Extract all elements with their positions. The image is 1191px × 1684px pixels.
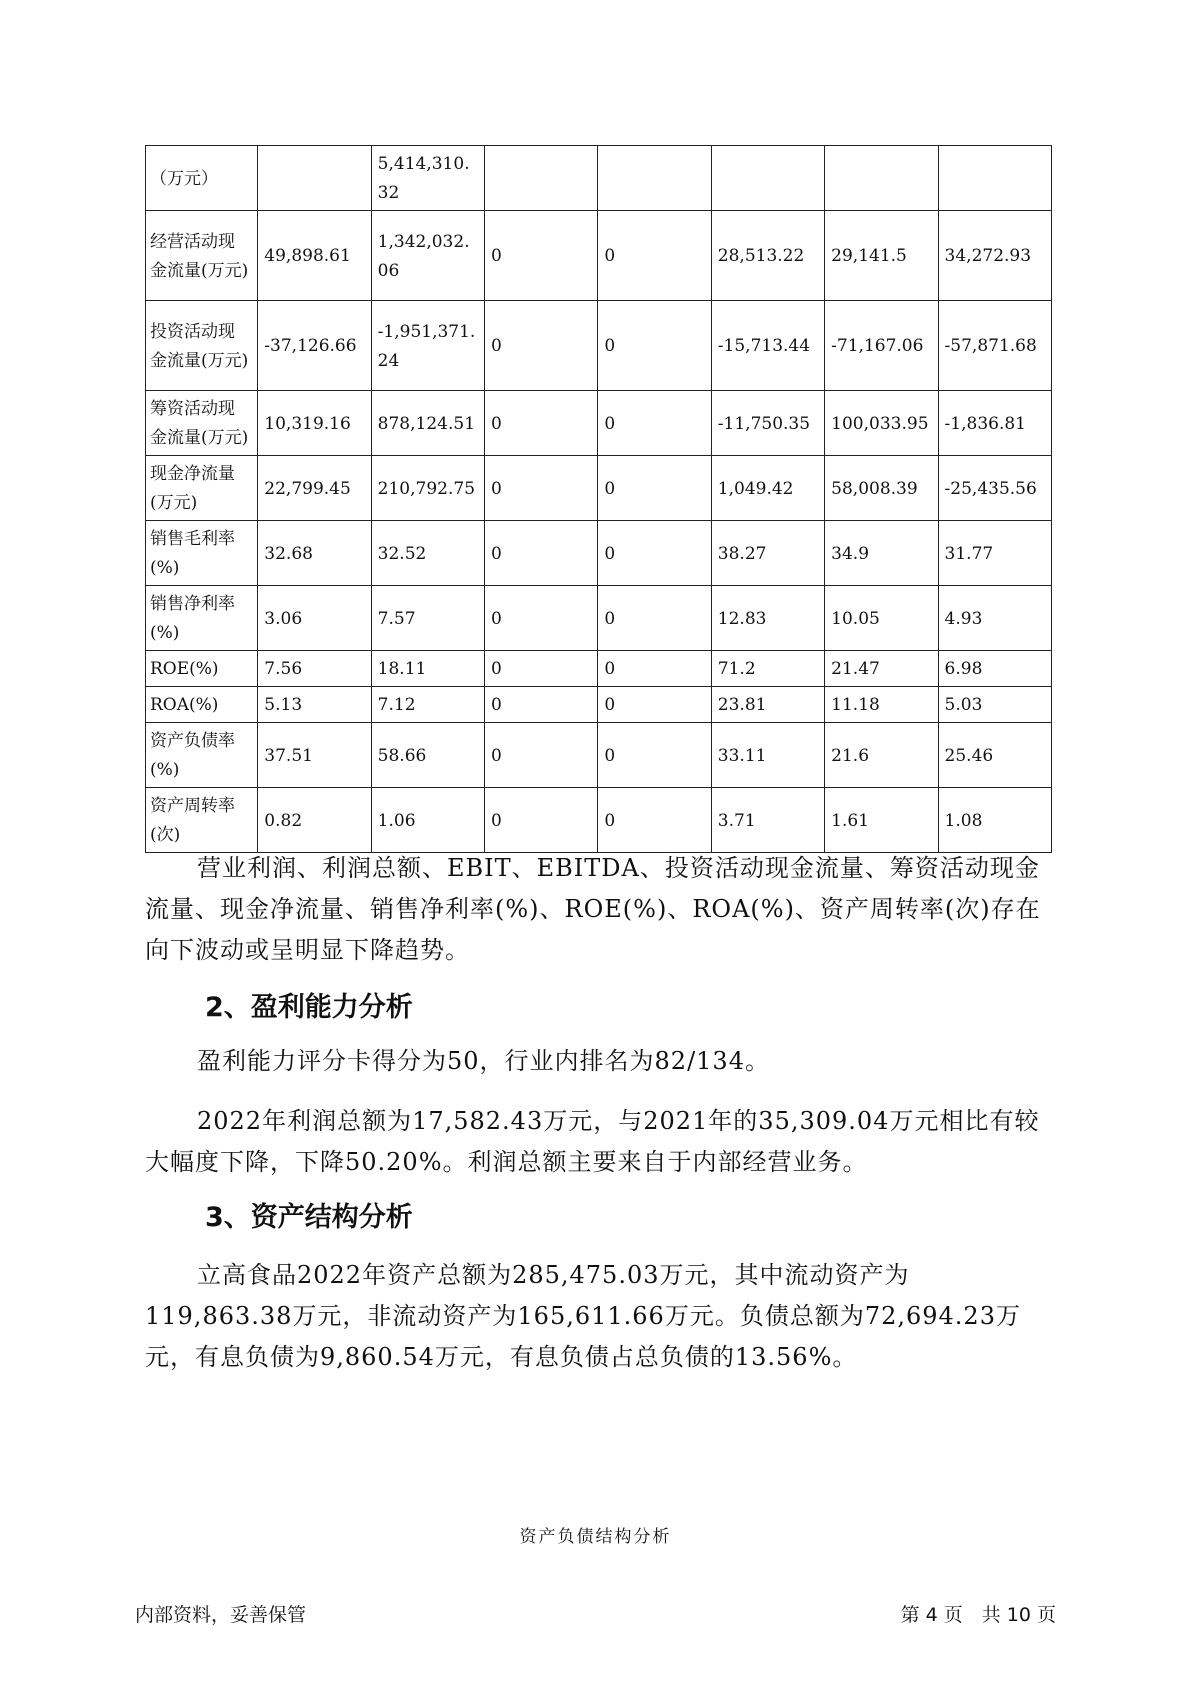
table-cell xyxy=(825,146,938,211)
table-row xyxy=(146,687,1052,723)
row-label: ROE(%) xyxy=(146,651,258,687)
table-cell: 1.08 xyxy=(938,788,1051,853)
financial-indicators-table xyxy=(145,145,1052,853)
table-cell: 0 xyxy=(598,391,711,456)
table-cell: 34,272.93 xyxy=(938,211,1051,301)
table-cell xyxy=(938,146,1051,211)
row-label: 资产周转率(次) xyxy=(146,788,258,853)
table-cell: 49,898.61 xyxy=(258,211,371,301)
table-cell: 0 xyxy=(598,456,711,521)
table-cell: 1,049.42 xyxy=(711,456,824,521)
footer-confidential: 内部资料，妥善保管 xyxy=(135,1604,307,1626)
table-cell: 23.81 xyxy=(711,687,824,723)
table-cell: 58.66 xyxy=(371,723,484,788)
table-cell: 33.11 xyxy=(711,723,824,788)
table-cell xyxy=(711,146,824,211)
footer-page-number: 第 4 页 共 10 页 xyxy=(900,1604,1056,1626)
table-cell: 29,141.5 xyxy=(825,211,938,301)
table-cell: -1,951,371.24 xyxy=(371,301,484,391)
row-label: （万元） xyxy=(146,146,258,211)
table-row xyxy=(146,586,1052,651)
table-cell: 5.03 xyxy=(938,687,1051,723)
table-cell: 878,124.51 xyxy=(371,391,484,456)
table-cell: 21.47 xyxy=(825,651,938,687)
table-cell: 0 xyxy=(485,586,598,651)
table-cell: 12.83 xyxy=(711,586,824,651)
row-label: 筹资活动现金流量(万元) xyxy=(146,391,258,456)
table-cell: 3.06 xyxy=(258,586,371,651)
table-cell: -1,836.81 xyxy=(938,391,1051,456)
table-cell: 0 xyxy=(598,687,711,723)
table-row xyxy=(146,788,1052,853)
table-cell: 0 xyxy=(485,211,598,301)
table-cell: 32.68 xyxy=(258,521,371,586)
table-cell: 37.51 xyxy=(258,723,371,788)
table-cell xyxy=(485,146,598,211)
table-cell: 0 xyxy=(485,687,598,723)
table-cell: 11.18 xyxy=(825,687,938,723)
table-cell: 0 xyxy=(485,651,598,687)
profitability-score-paragraph: 盈利能力评分卡得分为50，行业内排名为82/134。 xyxy=(197,1047,770,1075)
table-cell: -11,750.35 xyxy=(711,391,824,456)
table-cell: 0.82 xyxy=(258,788,371,853)
row-label: ROA(%) xyxy=(146,687,258,723)
table-cell: 0 xyxy=(598,723,711,788)
table-cell: 0 xyxy=(598,521,711,586)
table-cell: 0 xyxy=(598,211,711,301)
section-heading-asset-structure: 3、资产结构分析 xyxy=(205,1202,413,1233)
section-heading-profitability: 2、盈利能力分析 xyxy=(205,992,413,1023)
table-cell: 21.6 xyxy=(825,723,938,788)
table-cell: 7.57 xyxy=(371,586,484,651)
table-cell: 10,319.16 xyxy=(258,391,371,456)
table-cell: 0 xyxy=(598,651,711,687)
table-cell: 0 xyxy=(485,456,598,521)
table-cell: 3.71 xyxy=(711,788,824,853)
table-cell: 7.12 xyxy=(371,687,484,723)
table-cell: 100,033.95 xyxy=(825,391,938,456)
row-label: 销售毛利率(%) xyxy=(146,521,258,586)
table-cell: -57,871.68 xyxy=(938,301,1051,391)
table-cell: 32.52 xyxy=(371,521,484,586)
table-cell: 1,342,032.06 xyxy=(371,211,484,301)
table-cell: 25.46 xyxy=(938,723,1051,788)
table-row xyxy=(146,456,1052,521)
row-label: 资产负债率(%) xyxy=(146,723,258,788)
asset-structure-paragraph: 立高食品2022年资产总额为285,475.03万元，其中流动资产为119,863.38万元，非流动资产为165,611.66万元。负债总额为72,694.23万元，有息负债为9,860.54万元，有息负债占总负债的13.56%。 xyxy=(145,1261,1021,1371)
table-cell: 5,414,310.32 xyxy=(371,146,484,211)
table-cell: -37,126.66 xyxy=(258,301,371,391)
table-cell xyxy=(598,146,711,211)
table-row xyxy=(146,211,1052,301)
row-label: 现金净流量(万元) xyxy=(146,456,258,521)
trend-paragraph: 营业利润、利润总额、EBIT、EBITDA、投资活动现金流量、筹资活动现金流量、现金净流量、销售净利率(%)、ROE(%)、ROA(%)、资产周转率(次)存在向下波动或呈明显下降趋势。 xyxy=(145,854,1041,964)
table-cell: 0 xyxy=(485,723,598,788)
row-label: 销售净利率(%) xyxy=(146,586,258,651)
table-cell: 4.93 xyxy=(938,586,1051,651)
table-cell: 0 xyxy=(598,301,711,391)
table-cell: 0 xyxy=(485,391,598,456)
table-cell: 31.77 xyxy=(938,521,1051,586)
table-cell: 28,513.22 xyxy=(711,211,824,301)
table-row xyxy=(146,391,1052,456)
table-cell: 71.2 xyxy=(711,651,824,687)
table-cell: 34.9 xyxy=(825,521,938,586)
table-cell: 5.13 xyxy=(258,687,371,723)
table-cell: -15,713.44 xyxy=(711,301,824,391)
table-cell: 10.05 xyxy=(825,586,938,651)
table-row xyxy=(146,723,1052,788)
profit-total-paragraph: 2022年利润总额为17,582.43万元，与2021年的35,309.04万元相比有较大幅度下降，下降50.20%。利润总额主要来自于内部经营业务。 xyxy=(145,1107,1040,1176)
table-row xyxy=(146,651,1052,687)
table-cell xyxy=(258,146,371,211)
table-cell: 58,008.39 xyxy=(825,456,938,521)
table-cell: 0 xyxy=(485,301,598,391)
table-cell: 210,792.75 xyxy=(371,456,484,521)
table-cell: 38.27 xyxy=(711,521,824,586)
table-row xyxy=(146,521,1052,586)
table-cell: 0 xyxy=(485,788,598,853)
table-cell: -25,435.56 xyxy=(938,456,1051,521)
table-cell: 0 xyxy=(598,586,711,651)
table-cell: 0 xyxy=(598,788,711,853)
table-cell: 7.56 xyxy=(258,651,371,687)
table-row xyxy=(146,146,1052,211)
table-cell: 18.11 xyxy=(371,651,484,687)
table-cell: 1.61 xyxy=(825,788,938,853)
row-label: 投资活动现金流量(万元) xyxy=(146,301,258,391)
table-cell: -71,167.06 xyxy=(825,301,938,391)
table-cell: 0 xyxy=(485,521,598,586)
row-label: 经营活动现金流量(万元) xyxy=(146,211,258,301)
table-cell: 22,799.45 xyxy=(258,456,371,521)
table-cell: 6.98 xyxy=(938,651,1051,687)
table-cell: 1.06 xyxy=(371,788,484,853)
table-row xyxy=(146,301,1052,391)
chart-caption: 资产负债结构分析 xyxy=(519,1527,672,1547)
